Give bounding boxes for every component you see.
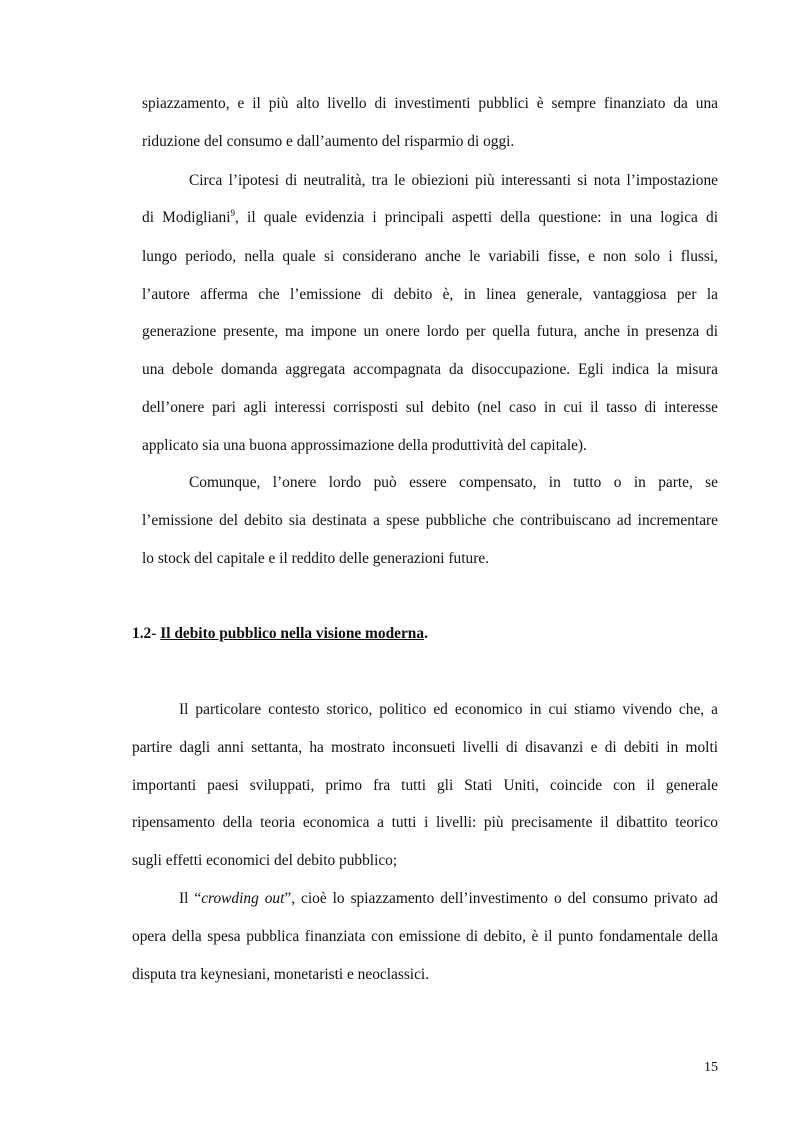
text-fragment: di Modigliani bbox=[142, 209, 231, 226]
paragraph-line: Circa l’ipotesi di neutralità, tra le obiezioni più interessanti si nota l’impostazione bbox=[189, 172, 718, 189]
italic-term: crowding out bbox=[201, 890, 285, 907]
paragraph-line: importanti paesi sviluppati, primo fra tutti gli Stati Uniti, coincide con il generale bbox=[132, 777, 718, 794]
section-title: Il debito pubblico nella visione moderna bbox=[160, 625, 425, 642]
paragraph-line: riduzione del consumo e dall’aumento del risparmio di oggi. bbox=[142, 133, 515, 150]
paragraph-line: Comunque, l’onere lordo può essere compensato, in tutto o in parte, se bbox=[189, 474, 718, 491]
paragraph-line: sugli effetti economici del debito pubblico; bbox=[132, 852, 398, 869]
paragraph-line bbox=[142, 209, 718, 227]
paragraph-line: spiazzamento, e il più alto livello di investimenti pubblici è sempre finanziato da una bbox=[142, 95, 718, 112]
section-heading bbox=[132, 625, 428, 643]
paragraph-line: una debole domanda aggregata accompagnata da disoccupazione. Egli indica la misura bbox=[142, 361, 718, 378]
text-fragment: , il quale evidenzia i principali aspetti della questione: in una logica di bbox=[235, 209, 718, 226]
paragraph-line: lo stock del capitale e il reddito delle generazioni future. bbox=[142, 550, 490, 567]
paragraph-line bbox=[179, 890, 718, 908]
paragraph-line: ripensamento della teoria economica a tutti i livelli: più precisamente il dibattito teorico bbox=[132, 814, 718, 831]
text-fragment: Il “ bbox=[179, 890, 202, 907]
paragraph-line: dell’onere pari agli interessi corrisposti sul debito (nel caso in cui il tasso di interesse bbox=[142, 399, 718, 416]
page-number: 15 bbox=[704, 1060, 718, 1075]
paragraph-line: l’autore afferma che l’emissione di debito è, in linea generale, vantaggiosa per la bbox=[142, 286, 718, 303]
footnote-reference[interactable]: 9 bbox=[230, 208, 236, 218]
paragraph-line: disputa tra keynesiani, monetaristi e neoclassici. bbox=[132, 966, 430, 983]
paragraph-line: partire dagli anni settanta, ha mostrato inconsueti livelli di disavanzi e di debiti in molti bbox=[132, 739, 718, 756]
section-number: 1.2- bbox=[132, 625, 157, 642]
paragraph-line: opera della spesa pubblica finanziata con emissione di debito, è il punto fondamentale della bbox=[132, 928, 718, 945]
paragraph-line: applicato sia una buona approssimazione della produttività del capitale). bbox=[142, 437, 587, 454]
paragraph-line: lungo periodo, nella quale si considerano anche le variabili fisse, e non solo i flussi, bbox=[142, 248, 718, 265]
paragraph-line: generazione presente, ma impone un onere lordo per quella futura, anche in presenza di bbox=[142, 323, 718, 340]
paragraph-line: l’emissione del debito sia destinata a spese pubbliche che contribuiscano ad incrementare bbox=[142, 512, 718, 529]
section-title-punctuation: . bbox=[424, 625, 428, 642]
paragraph-line: Il particolare contesto storico, politico ed economico in cui stiamo vivendo che, a bbox=[179, 701, 718, 718]
text-fragment: ”, cioè lo spiazzamento dell’investimento o del consumo privato ad bbox=[284, 890, 718, 907]
